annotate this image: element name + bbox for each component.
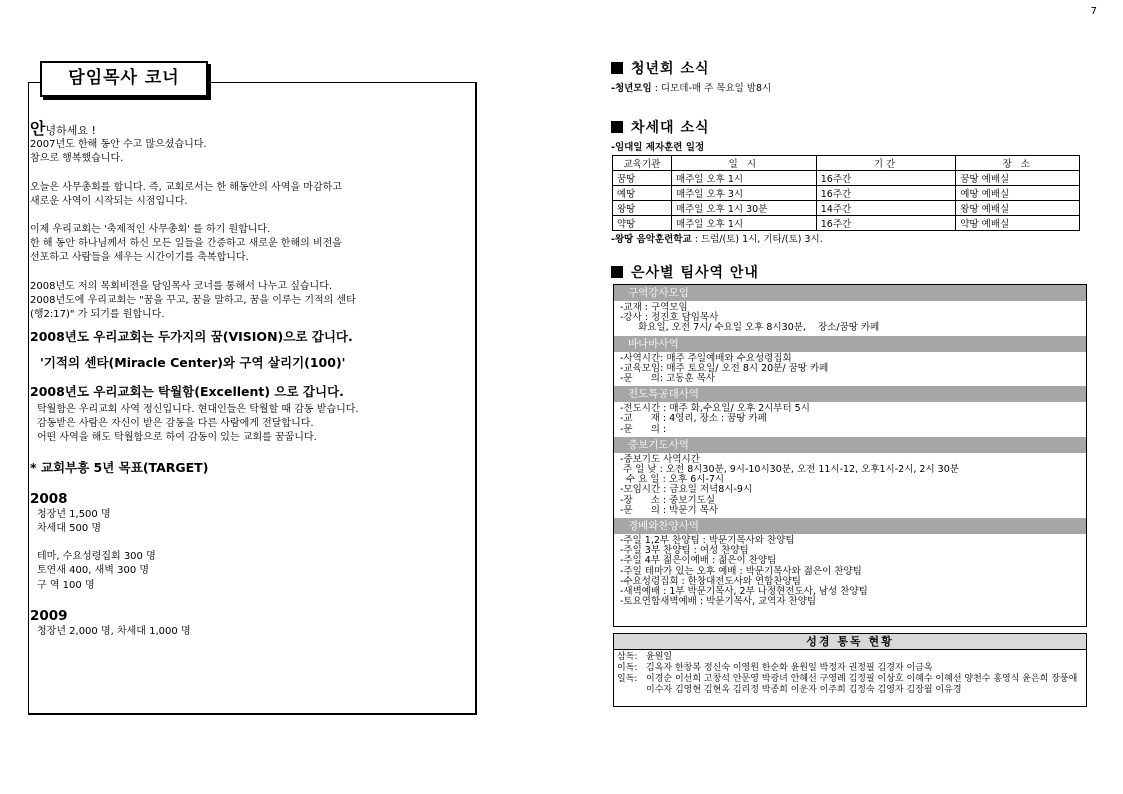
table-cell: 매주일 오후 3시: [671, 186, 816, 201]
square-bullet-icon: [611, 266, 623, 278]
table-cell: 16주간: [816, 171, 956, 186]
excellent-heading: 2008년도 우리교회는 탁월함(Excellent) 으로 갑니다.: [30, 383, 344, 399]
team-section-body: [614, 453, 1086, 518]
pastor-corner-title: 담임목사 코너: [40, 61, 208, 97]
table-header-cell: 일 시: [671, 156, 816, 171]
target-line: 차세대 500 명: [37, 523, 102, 535]
team-line: -장 소 : 중보기도실: [620, 494, 716, 506]
team-section: [614, 386, 1086, 437]
team-line: -주일 1,2부 찬양팀 : 박문기목사와 찬양팀: [620, 535, 795, 547]
table-cell: 14주간: [816, 201, 956, 216]
bible-reading-label: 삼독:: [617, 652, 638, 662]
team-section-title: 전도특공대사역: [614, 386, 1086, 402]
team-section: [614, 518, 1086, 609]
music-school-line: -왕땅 음악훈련학교 : 드럼/(토) 1시, 기타/(토) 3시.: [611, 234, 823, 245]
table-header-cell: 장 소: [956, 156, 1080, 171]
team-line: -강사 : 정진호 담임목사: [620, 312, 719, 324]
bible-reading-box: [613, 633, 1087, 707]
bible-reading-names: 이경순 이선희 고창석 안문영 박광녀 안혜선 구영례 김정필 이상호 이혜수 이혜선 양천수 홍영식 윤은희 장풍애 이수자 김영현 김현옥 김리정 박종희 이운자 이주희 김정숙 김영자 김장월 이유경: [646, 674, 1078, 695]
excellent-line: 감동받은 사람은 자신이 받은 감동을 다른 사람에게 전달합니다.: [37, 418, 314, 430]
team-line: -새벽예배 : 1부 박문기목사, 2부 나정현전도사, 남성 찬양팀: [620, 586, 868, 598]
pastor-corner-content: [30, 119, 470, 639]
table-cell: 매주일 오후 1시: [671, 171, 816, 186]
team-section: [614, 437, 1086, 518]
team-line: -문 의 : 박문기 목사: [620, 504, 719, 516]
team-line: -수요성령집회 : 한창대전도사와 연합찬양팀: [620, 575, 801, 587]
team-section: [614, 336, 1086, 387]
square-bullet-icon: [611, 121, 623, 133]
youth-meeting-line: -청년모임 : 디모데-매 주 목요일 밤8시: [611, 83, 772, 94]
training-schedule-subheading: -임대일 제자훈련 일정: [611, 142, 705, 153]
table-cell: 왕땅: [613, 201, 672, 216]
bible-reading-row: [617, 674, 1086, 696]
paragraph-line: 새로운 사역이 시작되는 시점입니다.: [30, 195, 188, 207]
team-line: -주일 4부 젊은이예배 : 젊은이 찬양팀: [620, 555, 777, 567]
bible-reading-row: [617, 652, 1086, 663]
team-line: -중보기도 사역시간: [620, 453, 700, 465]
table-row: [613, 216, 1080, 231]
square-bullet-icon: [611, 62, 623, 74]
team-line: 수 요 일 : 오후 6시-7시: [620, 474, 725, 486]
team-section: [614, 285, 1086, 336]
paragraph-line: 2008년도에 우리교회는 "꿈을 꾸고, 꿈을 말하고, 꿈을 이루는 기적의 센타: [30, 294, 356, 306]
target-year: 2008: [30, 490, 68, 507]
table-header-row: [613, 156, 1080, 171]
paragraph-line: 이제 우리교회는 '축제적인 사무총회' 를 하기 원합니다.: [30, 224, 271, 236]
vision-slogan: '기적의 센타(Miracle Center)와 구역 살리기(100)': [40, 355, 346, 371]
table-cell: 예땅 예배실: [956, 186, 1080, 201]
target-line: 청장년 1,500 명: [37, 508, 111, 520]
target-heading: * 교회부흥 5년 목표(TARGET): [30, 460, 209, 476]
team-line: 주 일 낮 : 오전 8시30분, 9시-10시30분, 오전 11시-12, 오후1시-2시, 2시 30분: [620, 464, 959, 476]
team-line: -사역시간: 매주 주일예배와 수요성령집회: [620, 352, 792, 364]
youth-news-heading: 청년회 소식: [611, 58, 710, 78]
table-cell: 꿈땅: [613, 171, 672, 186]
paragraph-line: 오늘은 사무총회를 합니다. 즉, 교회로서는 한 해동안의 사역을 마감하고: [30, 181, 342, 193]
table-row: [613, 171, 1080, 186]
team-section-body: [614, 534, 1086, 609]
target-year: 2009: [30, 607, 68, 624]
team-line: -토요연합새벽예배 : 박문기목사, 교역자 찬양팀: [620, 596, 817, 608]
team-section-title: 구역강사모임: [614, 285, 1086, 301]
table-cell: 16주간: [816, 216, 956, 231]
next-gen-news-heading: 차세대 소식: [611, 117, 710, 137]
table-cell: 약땅 예배실: [956, 216, 1080, 231]
team-ministry-box: [613, 284, 1087, 627]
team-line: -문 의: 고동훈 목사: [620, 373, 716, 385]
team-section-body: [614, 301, 1086, 336]
greeting: [30, 119, 470, 138]
excellent-line: 탁월함은 우리교회 사역 정신입니다. 현대인들은 탁월할 때 감동 받습니다.: [37, 403, 359, 415]
team-line: -전도시간 : 매주 화,수요일/ 오후 2시부터 5시: [620, 403, 810, 415]
table-cell: 매주일 오후 1시: [671, 216, 816, 231]
bible-reading-names: 윤원일: [646, 652, 673, 662]
paragraph-line: 2008년도 저의 목회비전을 담임목사 코너를 통해서 나누고 싶습니다.: [30, 280, 333, 292]
team-section-title: 경배와찬양사역: [614, 518, 1086, 534]
team-line: -모임시간 : 금요일 저녁8시-9시: [620, 484, 753, 496]
bible-reading-heading: 성경 통독 현황: [614, 634, 1086, 650]
team-section-body: [614, 402, 1086, 437]
paragraph-line: 참으로 행복했습니다.: [30, 153, 124, 165]
excellent-line: 어떤 사역을 해도 탁월함으로 하여 감동이 있는 교회를 꿈꿉니다.: [37, 432, 317, 444]
greeting-rest: 녕하세요 !: [45, 124, 96, 137]
team-line: -주일 3부 찬양팀 : 여성 찬양팀: [620, 545, 749, 557]
paragraph-line: 2007년도 한해 동안 수고 많으셨습니다.: [30, 139, 207, 151]
table-row: [613, 201, 1080, 216]
table-cell: 왕땅 예배실: [956, 201, 1080, 216]
team-line: -교 재 : 4영리, 장소 : 꿈땅 카페: [620, 413, 767, 425]
paragraph-line: (행2:17)" 가 되기를 원합니다.: [30, 309, 165, 321]
target-line: 테마, 수요성령집회 300 명: [37, 551, 156, 563]
greeting-first-char: 안: [30, 119, 46, 138]
table-cell: 예땅: [613, 186, 672, 201]
bible-reading-row: [617, 663, 1086, 674]
vision-heading: 2008년도 우리교회는 두가지의 꿈(VISION)으로 갑니다.: [30, 329, 353, 345]
team-section-body: [614, 352, 1086, 387]
table-cell: 매주일 오후 1시 30분: [671, 201, 816, 216]
team-ministry-heading: 은사별 팀사역 안내: [611, 262, 759, 282]
target-line: 구 역 100 명: [37, 579, 95, 591]
team-line: -교육모임: 매주 토요일/ 오전 8시 20분/ 꿈땅 카페: [620, 362, 829, 374]
team-line: -문 의 :: [620, 423, 667, 435]
table-cell: 약땅: [613, 216, 672, 231]
team-section-title: 바나바사역: [614, 336, 1086, 352]
team-line: -교재 : 구역모임: [620, 302, 688, 313]
team-line: 화요일, 오전 7시/ 수요일 오후 8시30분, 장소/꿈땅 카페: [620, 322, 880, 334]
table-header-cell: 교육기관: [613, 156, 672, 171]
target-line: 청장년 2,000 명, 차세대 1,000 명: [37, 626, 191, 638]
bible-reading-label: 일독:: [617, 674, 638, 684]
team-section-title: 중보기도사역: [614, 437, 1086, 453]
target-line: 토연새 400, 새벽 300 명: [37, 565, 150, 577]
bible-reading-body: [614, 650, 1086, 696]
paragraph-line: 한 해 동안 하나님께서 하신 모든 일들을 간증하고 새로운 한해의 비전을: [30, 238, 342, 250]
training-schedule-table: [612, 155, 1080, 231]
table-cell: 16주간: [816, 186, 956, 201]
table-cell: 꿈땅 예배실: [956, 171, 1080, 186]
paragraph-line: 선포하고 사람들을 세우는 시간이기를 축복합니다.: [30, 252, 249, 264]
table-header-cell: 기간: [816, 156, 956, 171]
team-line: -주일 테마가 있는 오후 예배 : 박문기목사와 젊은이 찬양팀: [620, 565, 862, 577]
bible-reading-names: 김옥자 한창복 정신숙 이영원 한순화 윤원일 박정자 권정필 김경자 이금옥: [646, 663, 933, 673]
table-row: [613, 186, 1080, 201]
bible-reading-label: 이독:: [617, 663, 638, 673]
page-number: 7: [1090, 6, 1097, 17]
